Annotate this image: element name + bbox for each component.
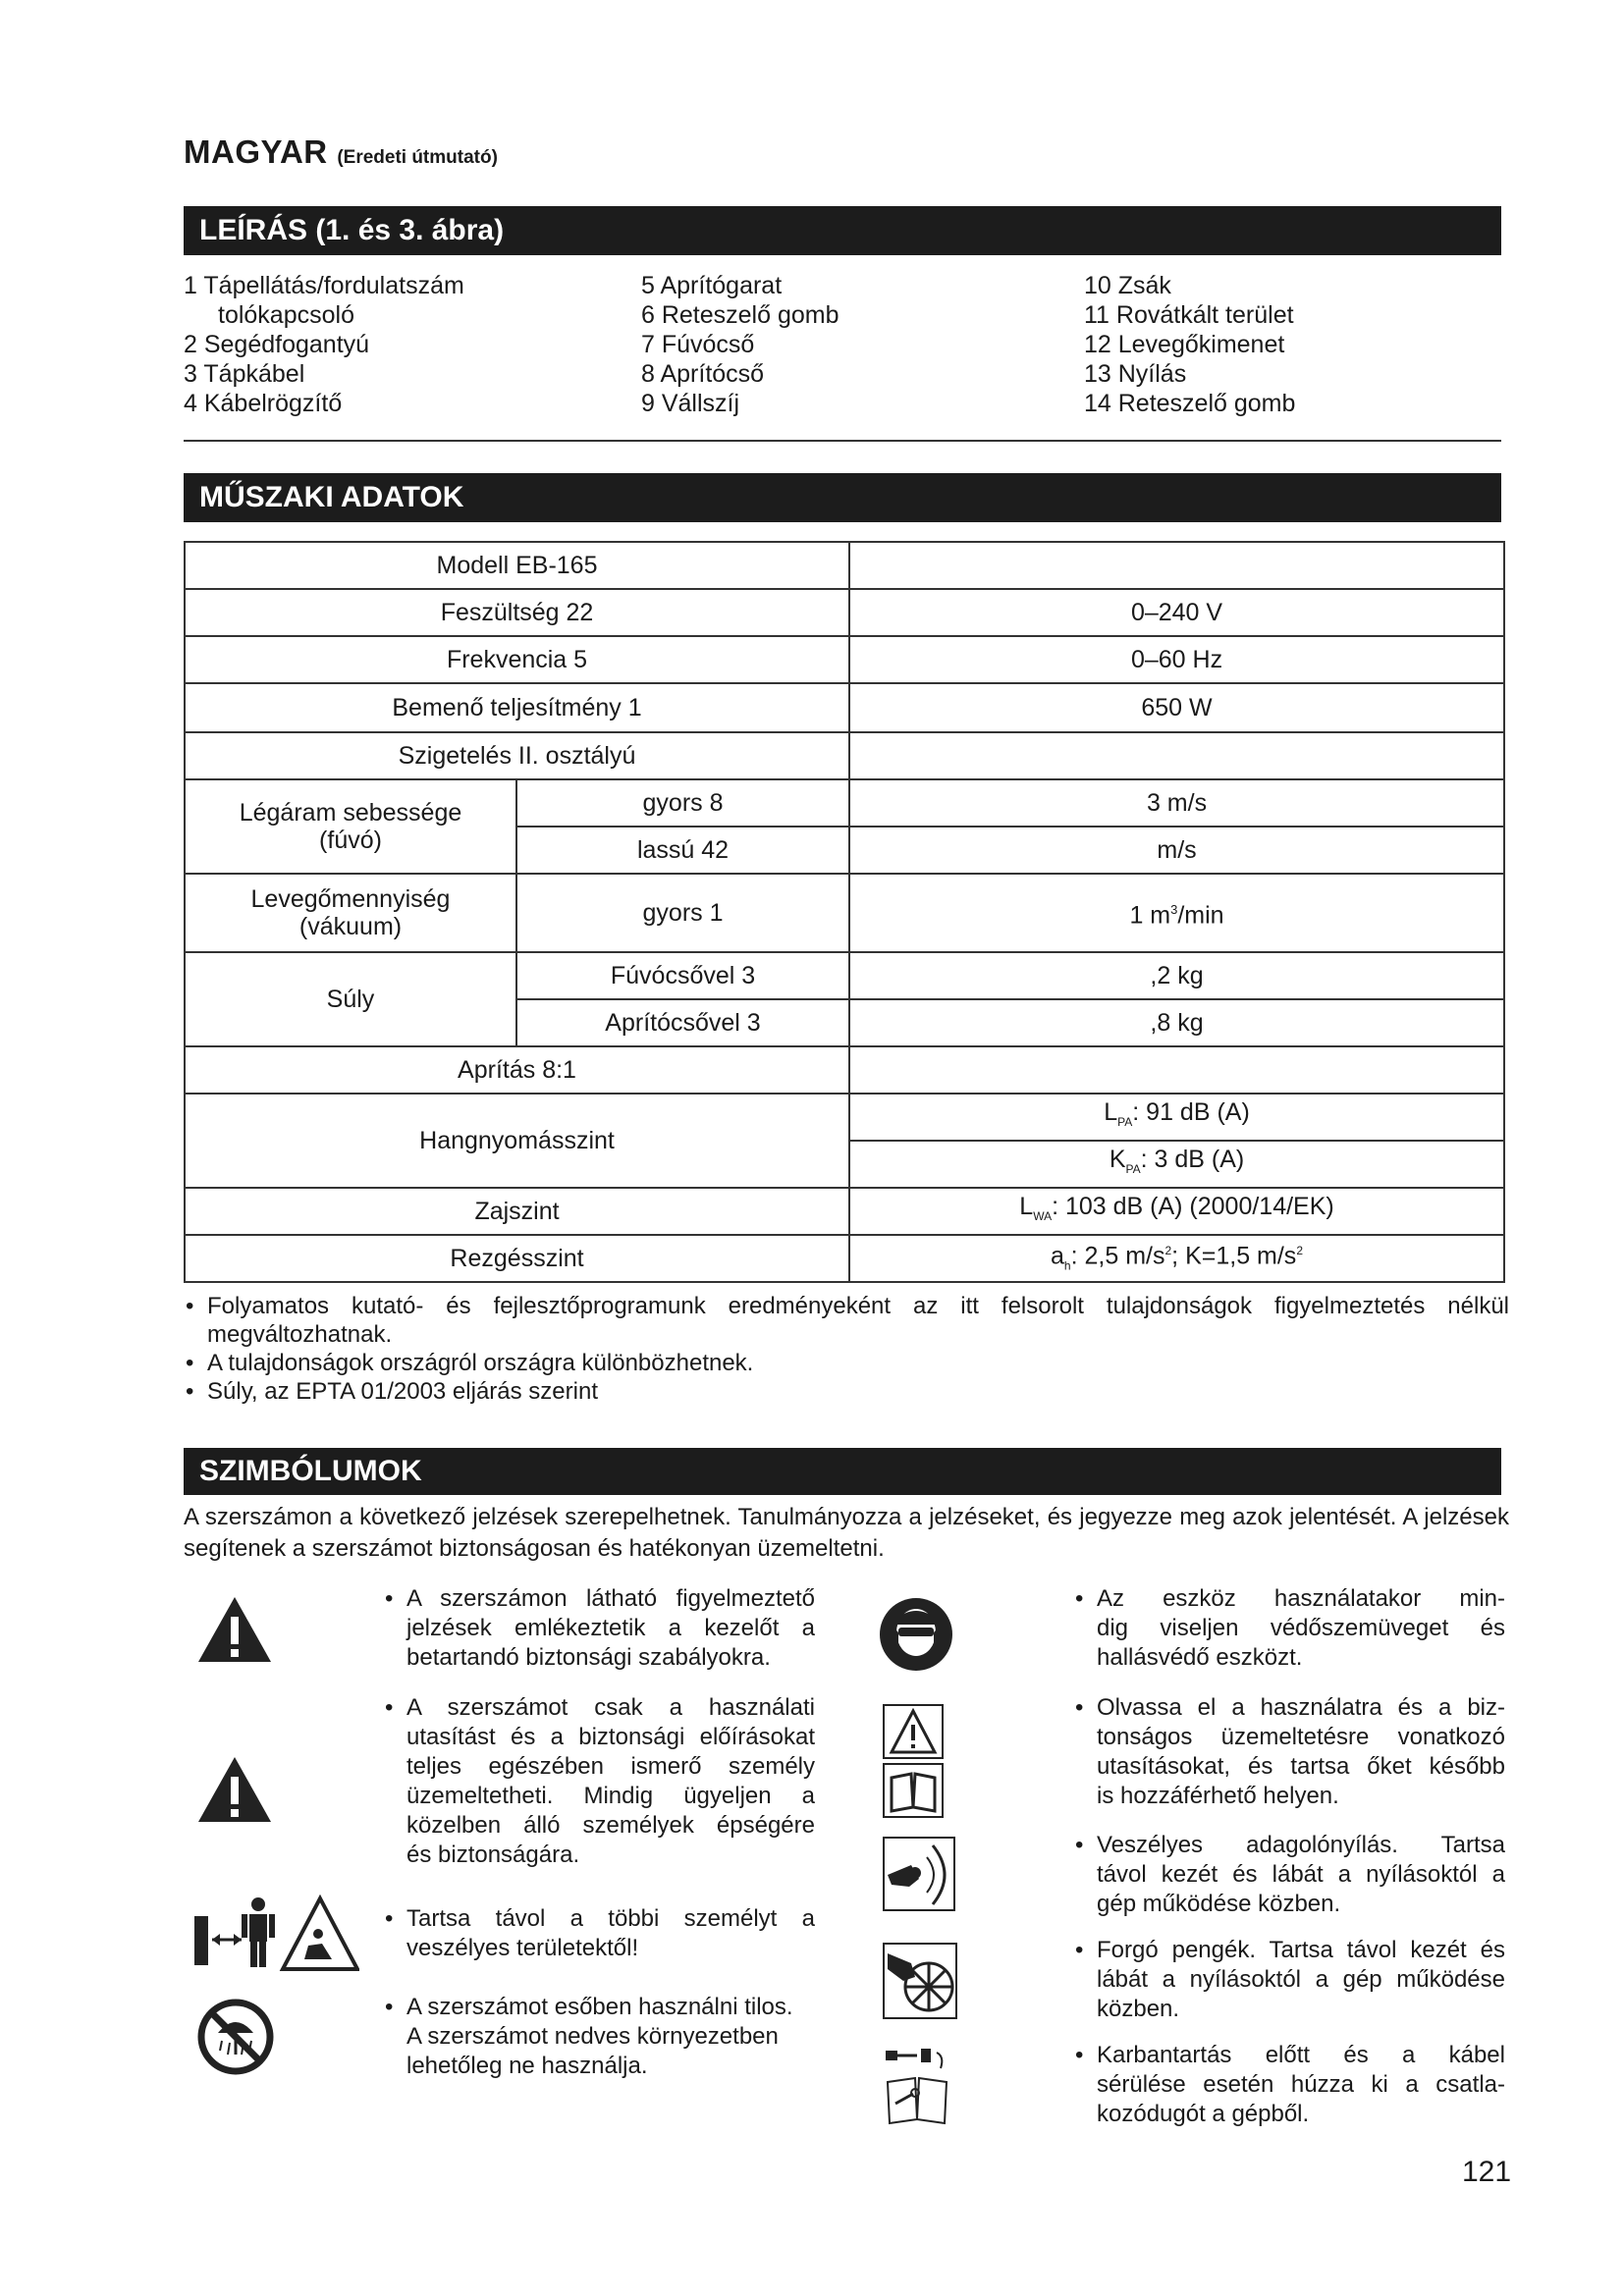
kpa-k: K	[1109, 1146, 1126, 1173]
table-row	[185, 1046, 1504, 1094]
note-item: • Folyamatos kutató- és fejlesztőprogramunk eredményeként az itt felsorolt tulajdonságok figyelmeztetés nélkül	[184, 1292, 1509, 1320]
spec-airvolume-value	[849, 874, 1504, 952]
list-item: 5 Aprítógarat	[641, 272, 783, 299]
spec-kpa-value	[849, 1141, 1504, 1188]
lwa-sub: WA	[1033, 1209, 1053, 1223]
list-item: 14 Reteszelő gomb	[1084, 390, 1296, 417]
spec-airvolume-label: Levegőmennyiség (vákuum)	[185, 874, 516, 952]
symbol-line: • A szerszámon látható figyelmeztető	[406, 1585, 815, 1612]
symbol-line: üzemeltetheti. Mindig ügyeljen a	[406, 1783, 815, 1809]
section-bar-symbols	[184, 1448, 1501, 1495]
unplug-maintenance-icon	[880, 2047, 963, 2125]
ah-sup1: 2	[1164, 1244, 1172, 1258]
no-rain-icon	[196, 1998, 275, 2076]
symbol-line: dig viseljen védőszemüveget és	[1097, 1615, 1505, 1641]
symbol-line: • Veszélyes adagolónyílás. Tartsa	[1097, 1832, 1505, 1858]
ah-val1: : 2,5 m/s	[1070, 1242, 1165, 1270]
list-item: 7 Fúvócső	[641, 331, 755, 358]
eye-ear-protection-icon	[877, 1595, 955, 1674]
list-item: tolókapcsoló	[218, 301, 354, 329]
table-row	[185, 542, 1504, 589]
symbol-line: kozódugót a gépből.	[1097, 2101, 1310, 2127]
symbol-line: • A szerszámot csak a használati	[406, 1694, 815, 1721]
airvolume-value-b: /min	[1177, 901, 1224, 930]
table-row	[185, 732, 1504, 779]
warning-triangle-icon	[196, 1595, 273, 1664]
keep-distance-icon	[192, 1895, 359, 1973]
spec-model-value	[849, 542, 1504, 589]
list-item: 9 Vállszíj	[641, 390, 740, 417]
specs-table	[184, 541, 1505, 1283]
ah-sup2: 2	[1296, 1244, 1303, 1258]
table-row	[185, 1094, 1504, 1141]
spec-vibration-label: Rezgésszint	[185, 1235, 849, 1282]
table-row	[185, 874, 1504, 952]
list-item: 4 Kábelrögzítő	[184, 390, 343, 417]
symbol-text-keep-distance	[383, 1904, 815, 1963]
list-item: 3 Tápkábel	[184, 360, 305, 388]
ah-sub: h	[1063, 1258, 1071, 1273]
airvolume-value-a: 1 m	[1129, 901, 1171, 930]
spec-weight-blower: Fúvócsővel 3	[516, 952, 849, 999]
symbol-line: távol kezét és lábát a nyílásoktól a	[1097, 1861, 1505, 1888]
spec-shredding: Aprítás 8:1	[185, 1046, 849, 1094]
read-manual-icon	[882, 1703, 946, 1821]
spec-frequency-value: 0–60 Hz	[849, 636, 1504, 683]
lwa-l: L	[1019, 1193, 1034, 1220]
symbols-intro: A szerszámon a következő jelzések szerepelhetnek. Tanulmányozza a jelzéseket, és jegyezze meg azok jelentését. A jelzések segítenek a szerszámot biztonságosan és hatékonyan üzemeltetni.	[184, 1504, 1509, 1562]
symbol-line: és biztonságára.	[406, 1842, 580, 1868]
spec-airvolume-fast: gyors 1	[516, 874, 849, 952]
spec-model: Modell EB-165	[185, 542, 849, 589]
spec-frequency-label: Frekvencia 5	[185, 636, 849, 683]
symbol-text-manual-only	[383, 1693, 815, 1870]
symbol-line: gép működése közben.	[1097, 1891, 1341, 1917]
symbol-text-warning	[383, 1584, 815, 1673]
symbol-line: • Forgó pengék. Tartsa távol kezét és	[1097, 1937, 1505, 1963]
symbol-line: • Az eszköz használatakor min-	[1097, 1585, 1505, 1612]
section-divider	[184, 440, 1501, 442]
note-item-continuation: megváltozhatnak.	[207, 1321, 393, 1348]
spec-weight-shredder-value: ,8 kg	[849, 999, 1504, 1046]
spec-voltage-value: 0–240 V	[849, 589, 1504, 636]
spec-noise-label: Zajszint	[185, 1188, 849, 1235]
spec-airspeed-slow: lassú 42	[516, 827, 849, 874]
spec-lwa-value	[849, 1188, 1504, 1235]
symbol-text-no-rain	[383, 1993, 835, 2081]
spec-insulation: Szigetelés II. osztályú	[185, 732, 849, 779]
spec-lpa-value	[849, 1094, 1504, 1141]
symbol-text-protection	[1073, 1584, 1505, 1673]
description-col-3	[1084, 271, 1295, 418]
list-item: 2 Segédfogantyú	[184, 331, 370, 358]
symbol-line: teljes egészében ismerő személy	[406, 1753, 815, 1780]
table-row	[185, 589, 1504, 636]
warning-triangle-icon	[196, 1755, 273, 1824]
table-row	[185, 952, 1504, 999]
ah-val2: ; K=1,5 m/s	[1171, 1242, 1297, 1270]
symbol-line: A szerszámot nedves környezetben	[406, 2023, 779, 2050]
symbol-line: is hozzáférhető helyen.	[1097, 1783, 1339, 1809]
symbol-line: • Olvassa el a használatra és a biz-	[1097, 1694, 1505, 1721]
lpa-sub: PA	[1117, 1115, 1133, 1129]
lpa-l: L	[1104, 1098, 1118, 1126]
spec-airspeed-fast-value: 3 m/s	[849, 779, 1504, 827]
page-number: 121	[1462, 2156, 1512, 2188]
symbol-line: lehetőleg ne használja.	[406, 2053, 648, 2079]
symbol-line: utasítást és a biztonsági előírásokat	[406, 1724, 815, 1750]
spec-airspeed-label: Légáram sebessége (fúvó)	[185, 779, 516, 874]
rotating-blades-icon	[882, 1942, 960, 2020]
symbol-line: hallásvédő eszközt.	[1097, 1644, 1303, 1671]
spec-airspeed-fast: gyors 8	[516, 779, 849, 827]
spec-voltage-label: Feszültség 22	[185, 589, 849, 636]
spec-airspeed-slow-value: m/s	[849, 827, 1504, 874]
table-row	[185, 1235, 1504, 1282]
symbol-text-unplug	[1073, 2041, 1505, 2129]
language-title: MAGYAR	[184, 133, 328, 170]
spec-power-label: Bemenő teljesítmény 1	[185, 683, 849, 732]
list-item: 11 Rovátkált terület	[1084, 301, 1294, 329]
list-item: 12 Levegőkimenet	[1084, 331, 1285, 358]
spec-ah-value	[849, 1235, 1504, 1282]
description-col-1	[184, 271, 464, 418]
symbol-line: lábát a nyílásoktól a gép működése	[1097, 1966, 1505, 1993]
spec-notes	[184, 1292, 1509, 1406]
spec-weight-blower-value: ,2 kg	[849, 952, 1504, 999]
table-row	[185, 779, 1504, 827]
symbol-line: jelzések emlékeztetik a kezelőt a	[406, 1615, 815, 1641]
symbol-line: betartandó biztonsági szabályokra.	[406, 1644, 771, 1671]
ah-a: a	[1051, 1242, 1064, 1270]
spec-weight-shredder: Aprítócsővel 3	[516, 999, 849, 1046]
symbol-line: tonságos üzemeltetésre vonatkozó	[1097, 1724, 1505, 1750]
list-item: 13 Nyílás	[1084, 360, 1187, 388]
symbol-line: utasításokat, és tartsa őket később	[1097, 1753, 1505, 1780]
list-item: 1 Tápellátás/fordulatszám	[184, 272, 464, 299]
lwa-val: : 103 dB (A) (2000/14/EK)	[1052, 1193, 1334, 1220]
description-col-2	[641, 271, 839, 418]
airvolume-value-sup: 3	[1170, 902, 1178, 918]
spec-power-value: 650 W	[849, 683, 1504, 732]
kpa-val: : 3 dB (A)	[1140, 1146, 1245, 1173]
description-title: LEÍRÁS (1. és 3. ábra)	[199, 214, 505, 246]
spec-insulation-value	[849, 732, 1504, 779]
symbol-line: • Karbantartás előtt és a kábel	[1097, 2042, 1505, 2068]
spec-sound-pressure-label: Hangnyomásszint	[185, 1094, 849, 1188]
symbol-line: közben.	[1097, 1996, 1180, 2022]
spec-weight-label: Súly	[185, 952, 516, 1046]
symbol-text-read-manual	[1073, 1693, 1505, 1811]
symbol-text-rotating-blades	[1073, 1936, 1505, 2024]
symbol-line: veszélyes területektől!	[406, 1935, 639, 1961]
list-item: 8 Aprítócső	[641, 360, 765, 388]
note-item: • A tulajdonságok országról országra különbözhetnek.	[184, 1349, 1509, 1377]
table-row	[185, 636, 1504, 683]
table-row	[185, 1188, 1504, 1235]
symbol-line: A szerszámot esőben használni tilos.	[406, 1994, 793, 2020]
list-item: 10 Zsák	[1084, 272, 1171, 299]
language-subtitle: (Eredeti útmutató)	[337, 147, 498, 168]
symbol-line: közelben álló személyek épségére	[406, 1812, 815, 1839]
table-row	[185, 683, 1504, 732]
kpa-sub: PA	[1125, 1162, 1141, 1176]
note-item: • Súly, az EPTA 01/2003 eljárás szerint	[184, 1377, 1509, 1406]
symbol-line: • Tartsa távol a többi személyt a	[406, 1905, 815, 1932]
section-bar-description	[184, 206, 1501, 255]
spec-shredding-value	[849, 1046, 1504, 1094]
symbol-text-feeding-opening	[1073, 1831, 1505, 1919]
language-heading	[184, 133, 498, 171]
feeding-opening-hazard-icon	[882, 1836, 960, 1914]
symbol-line: sérülése esetén húzza ki a csatla-	[1097, 2071, 1505, 2098]
specs-title: MŰSZAKI ADATOK	[199, 481, 464, 513]
symbols-title: SZIMBÓLUMOK	[199, 1455, 422, 1487]
section-bar-specs	[184, 473, 1501, 522]
lpa-val: : 91 dB (A)	[1132, 1098, 1250, 1126]
list-item: 6 Reteszelő gomb	[641, 301, 839, 329]
